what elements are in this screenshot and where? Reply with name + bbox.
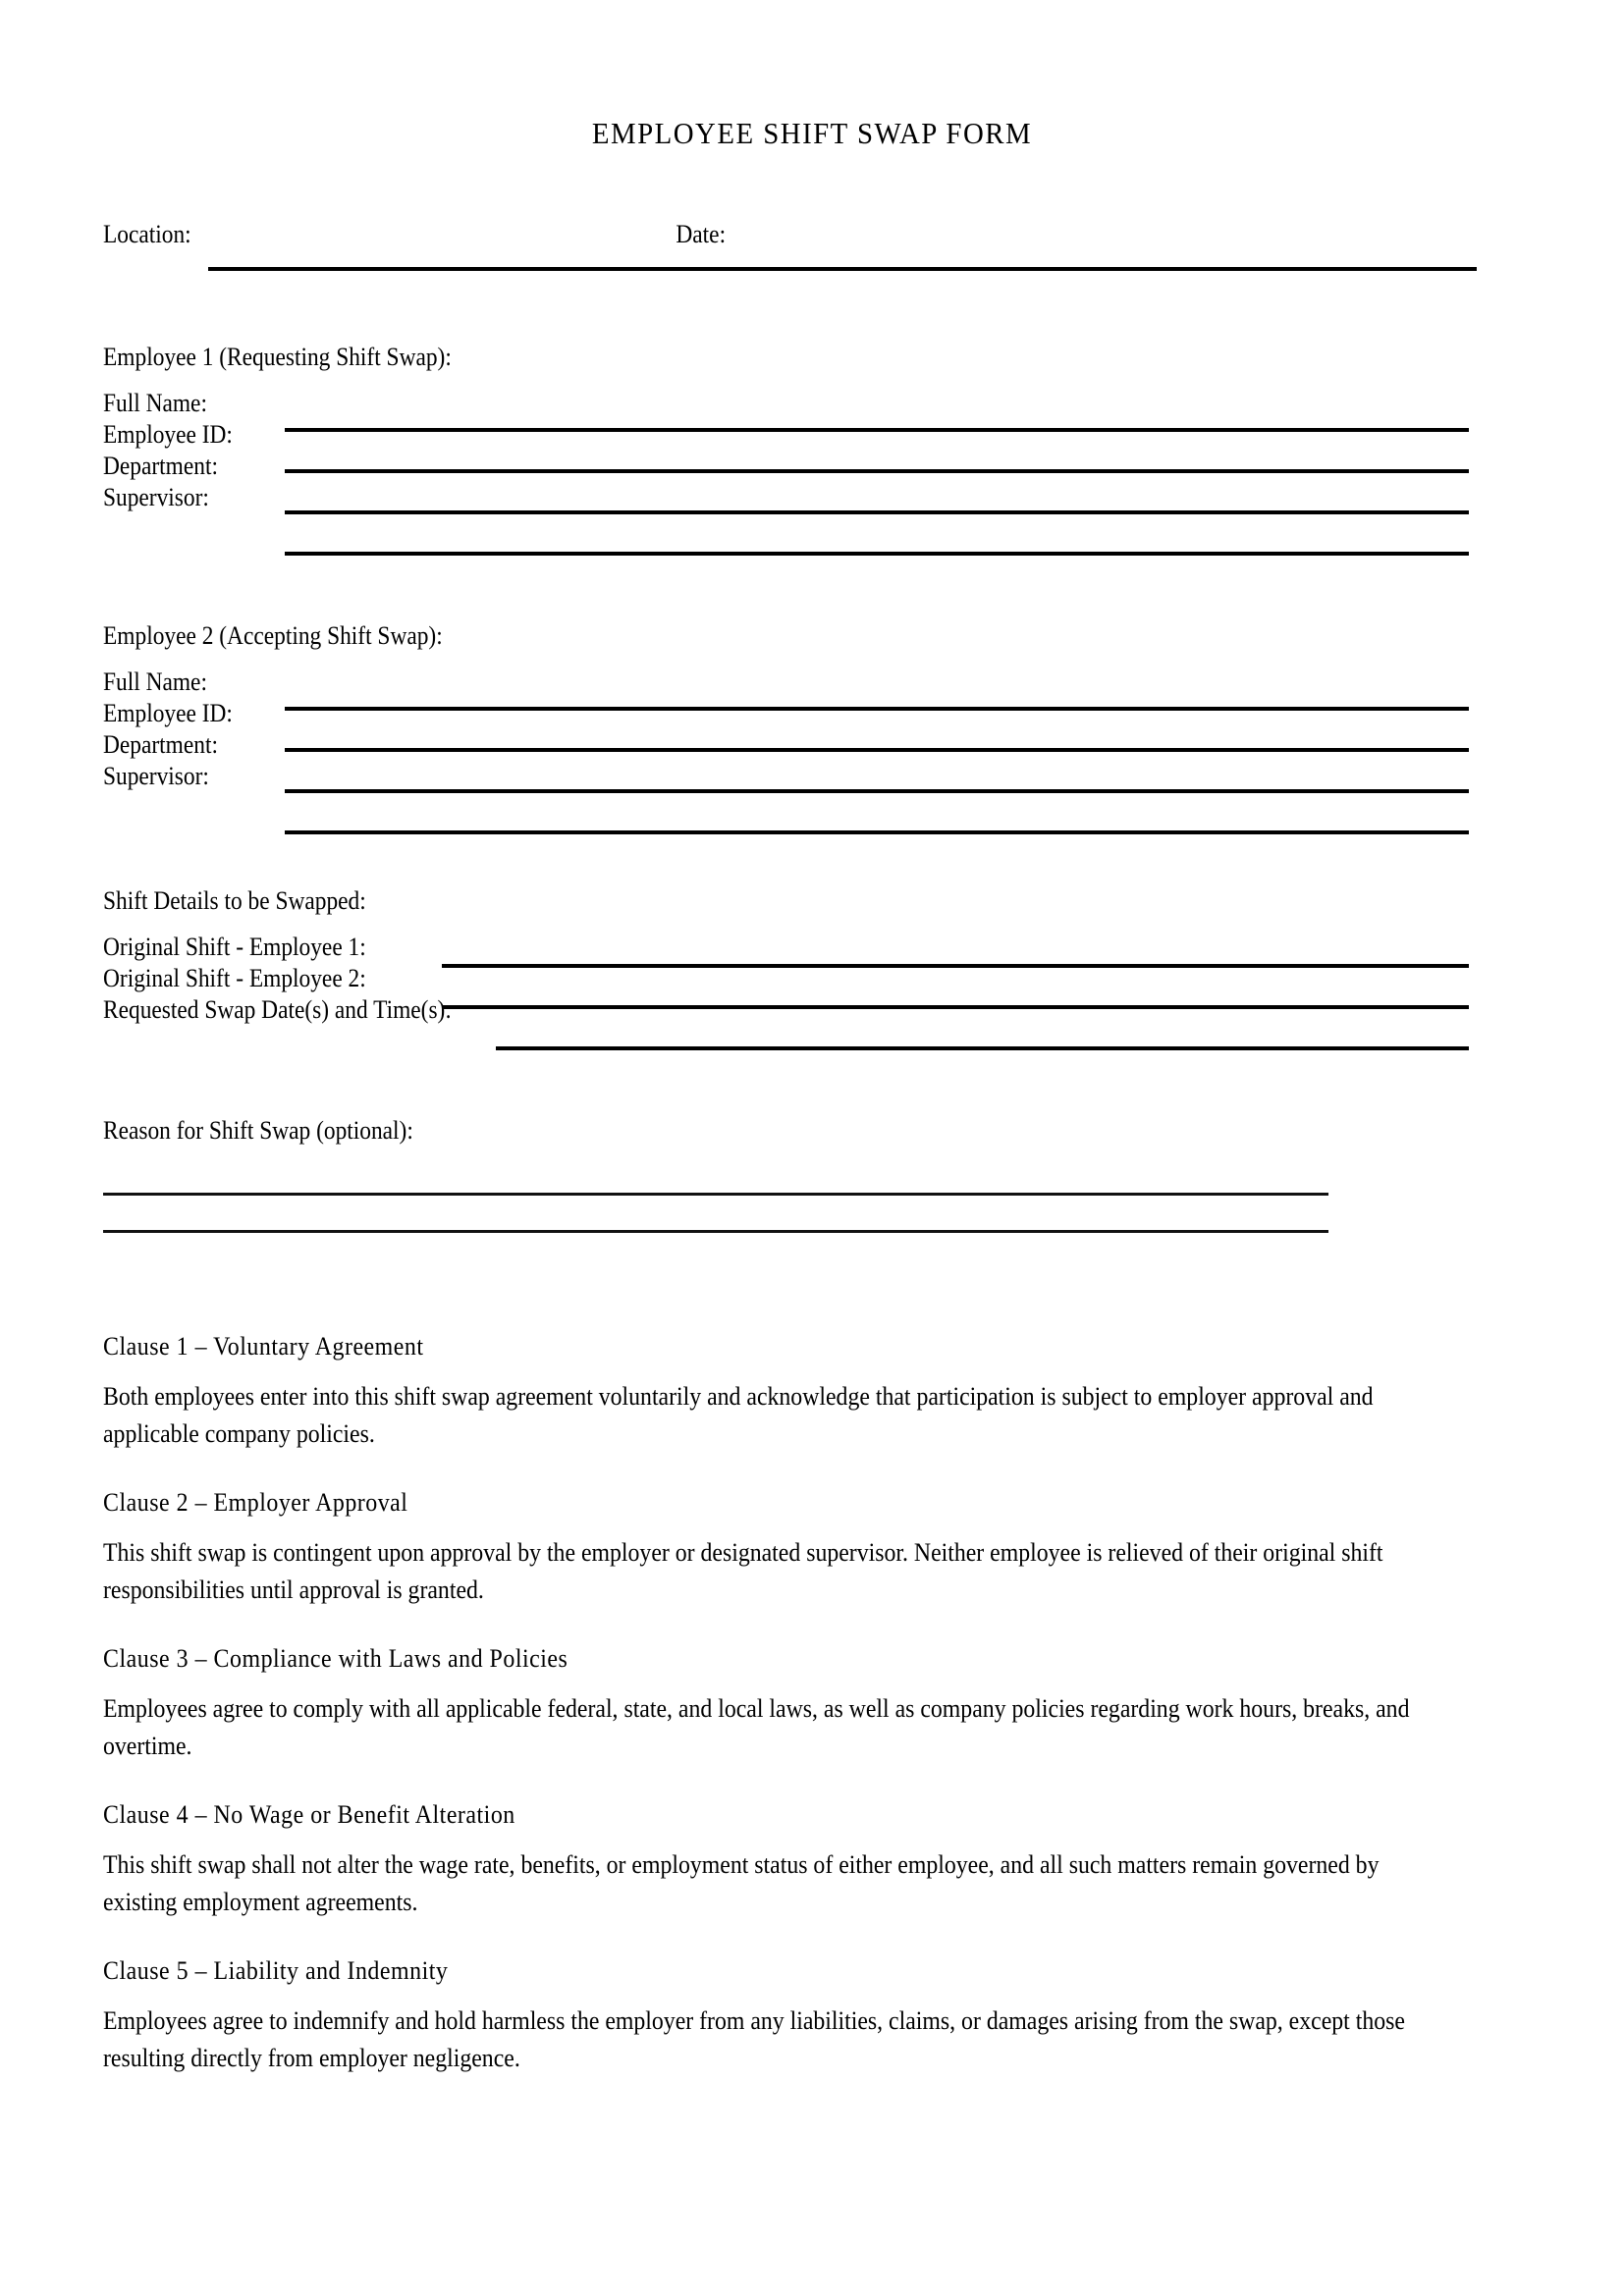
employee1-employee-id-rule[interactable] [285,469,1469,473]
clause-5-heading: Clause 5 – Liability and Indemnity [103,1956,449,1985]
clause-2-body: This shift swap is contingent upon approval by the employer or designated supervisor. Neither employee is relieved of their original shift responsibilities until approval is granted. [103,1538,1383,1604]
employee2-supervisor-rule[interactable] [285,830,1469,834]
employee2-section-label: Employee 2 (Accepting Shift Swap): [103,621,443,650]
employee2-full-name-label: Full Name: [103,667,207,696]
original-shift-employee2-label: Original Shift - Employee 2: [103,964,366,992]
employee2-department-label: Department: [103,730,218,759]
clause-4-heading: Clause 4 – No Wage or Benefit Alteration [103,1800,515,1829]
employee1-department-label: Department: [103,452,218,480]
employee1-full-name-label: Full Name: [103,389,207,417]
reason-section-label: Reason for Shift Swap (optional): [103,1116,413,1145]
original-shift-employee1-rule[interactable] [442,964,1469,968]
employee1-supervisor-rule[interactable] [285,552,1469,556]
reason-write-line-1[interactable] [103,1193,1328,1196]
original-shift-employee2-rule[interactable] [442,1005,1469,1009]
clause-4-body: This shift swap shall not alter the wage rate, benefits, or employment status of either employee, and all such matters remain governed by existing employment agreements. [103,1850,1380,1916]
clause-1-body: Both employees enter into this shift swap agreement voluntarily and acknowledge that participation is subject to employer approval and applicable company policies. [103,1382,1374,1448]
clause-1-heading: Clause 1 – Voluntary Agreement [103,1332,424,1361]
requested-swap-datetime-rule[interactable] [496,1046,1469,1050]
employee1-department-rule[interactable] [285,510,1469,514]
employee1-section-label: Employee 1 (Requesting Shift Swap): [103,343,452,371]
employee1-supervisor-label: Supervisor: [103,483,209,511]
clause-3-heading: Clause 3 – Compliance with Laws and Policies [103,1644,568,1673]
original-shift-employee1-label: Original Shift - Employee 1: [103,933,366,961]
employee2-employee-id-label: Employee ID: [103,699,233,727]
shift-details-section-label: Shift Details to be Swapped: [103,886,366,915]
clause-2-heading: Clause 2 – Employer Approval [103,1488,408,1517]
clause-5-body: Employees agree to indemnify and hold harmless the employer from any liabilities, claims, or damages arising from the swap, except those resulting directly from employer negligence. [103,2006,1405,2072]
date-field-rule[interactable] [731,267,1477,271]
reason-write-line-2[interactable] [103,1230,1328,1233]
employee2-department-rule[interactable] [285,789,1469,793]
employee1-full-name-rule[interactable] [285,428,1469,432]
employee1-employee-id-label: Employee ID: [103,420,233,449]
clause-3-body: Employees agree to comply with all applicable federal, state, and local laws, as well as company policies regarding work hours, breaks, and overtime. [103,1694,1410,1760]
date-label: Date: [671,220,732,249]
location-label: Location: [103,220,191,248]
page-title: EMPLOYEE SHIFT SWAP FORM [591,116,1033,150]
employee2-employee-id-rule[interactable] [285,748,1469,752]
requested-swap-datetime-label: Requested Swap Date(s) and Time(s): [103,995,452,1024]
employee2-supervisor-label: Supervisor: [103,762,209,790]
employee2-full-name-rule[interactable] [285,707,1469,711]
